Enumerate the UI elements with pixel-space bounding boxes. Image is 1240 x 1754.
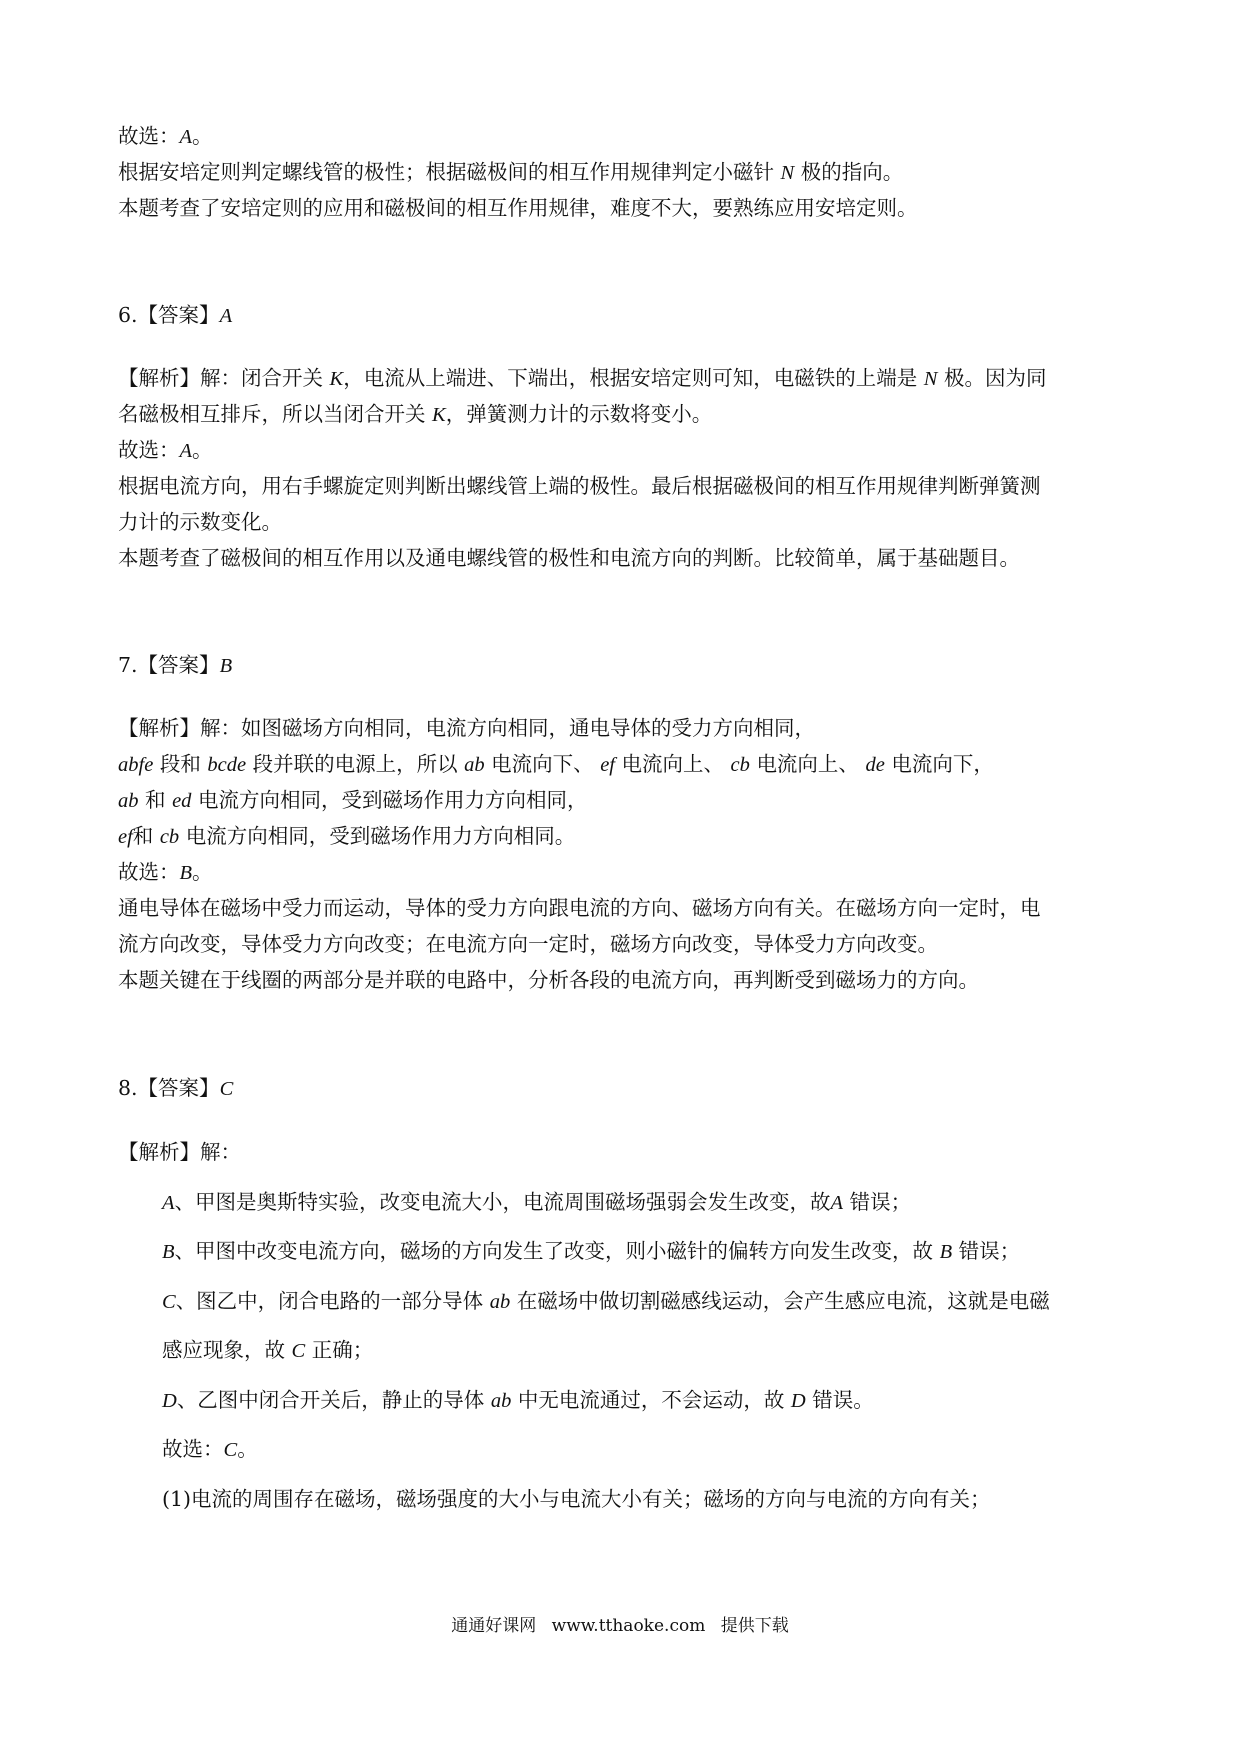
- footer-url[interactable]: www.tthaoke.com: [551, 1616, 706, 1636]
- text-line: C、图乙中，闭合电路的一部分导体 ab 在磁场中做切割磁感线运动，会产生感应电流，这就是电磁: [162, 1289, 1050, 1313]
- text-line: ab 和 ed 电流方向相同，受到磁场作用力方向相同，: [118, 788, 588, 812]
- text-line: 感应现象，故 C 正确；: [162, 1338, 374, 1362]
- text-line: 本题考查了磁极间的相互作用以及通电螺线管的极性和电流方向的判断。比较简单，属于基础题目。: [118, 546, 1020, 570]
- text-line: ef和 cb 电流方向相同，受到磁场作用力方向相同。: [118, 824, 576, 848]
- text-line: 【解析】解：闭合开关 K，电流从上端进、下端出，根据安培定则可知，电磁铁的上端是 N 极。因为同: [118, 366, 1047, 390]
- page-footer: [0, 1614, 1240, 1638]
- text-line: 名磁极相互排斥，所以当闭合开关 K，弹簧测力计的示数将变小。: [118, 402, 713, 426]
- text-line: 【解析】解：如图磁场方向相同，电流方向相同，通电导体的受力方向相同，: [118, 716, 815, 740]
- text-line: A、甲图是奥斯特实验，改变电流大小，电流周围磁场强弱会发生改变，故A 错误；: [162, 1190, 912, 1214]
- answer-heading-8: 8.【答案】C: [118, 1076, 234, 1100]
- text-line: 故选：A。: [118, 124, 213, 148]
- text-line: 故选：C。: [162, 1437, 258, 1461]
- text-line: 本题关键在于线圈的两部分是并联的电路中，分析各段的电流方向，再判断受到磁场力的方向。: [118, 968, 979, 992]
- text-line: B、甲图中改变电流方向，磁场的方向发生了改变，则小磁针的偏转方向发生改变，故 B 错误；: [162, 1239, 1021, 1263]
- text-line: 通电导体在磁场中受力而运动，导体的受力方向跟电流的方向、磁场方向有关。在磁场方向一定时，电: [118, 896, 1041, 920]
- text-line: 本题考查了安培定则的应用和磁极间的相互作用规律，难度不大，要熟练应用安培定则。: [118, 196, 918, 220]
- text-line: 力计的示数变化。: [118, 510, 282, 534]
- text-line: D、乙图中闭合开关后，静止的导体 ab 中无电流通过，不会运动，故 D 错误。: [162, 1388, 874, 1412]
- text-line: 根据安培定则判定螺线管的极性；根据磁极间的相互作用规律判定小磁针 N 极的指向。: [118, 160, 904, 184]
- text-line: 【解析】解：: [118, 1140, 241, 1164]
- footer-suffix: 提供下载: [720, 1616, 789, 1636]
- answer-heading-6: 6.【答案】A: [118, 303, 233, 327]
- text-line: 故选：A。: [118, 438, 213, 462]
- text-line: 流方向改变，导体受力方向改变；在电流方向一定时，磁场方向改变，导体受力方向改变。: [118, 932, 938, 956]
- text-line: 故选：B。: [118, 860, 213, 884]
- text-line: abfe 段和 bcde 段并联的电源上，所以 ab 电流向下、 ef 电流向上、 cb 电流向上、 de 电流向下，: [118, 752, 994, 776]
- text-line: 根据电流方向，用右手螺旋定则判断出螺线管上端的极性。最后根据磁极间的相互作用规律判断弹簧测: [118, 474, 1041, 498]
- footer-site-name: 通通好课网: [451, 1616, 537, 1636]
- text-line: (1)电流的周围存在磁场，磁场强度的大小与电流大小有关；磁场的方向与电流的方向有关；: [162, 1487, 991, 1511]
- answer-heading-7: 7.【答案】B: [118, 653, 233, 677]
